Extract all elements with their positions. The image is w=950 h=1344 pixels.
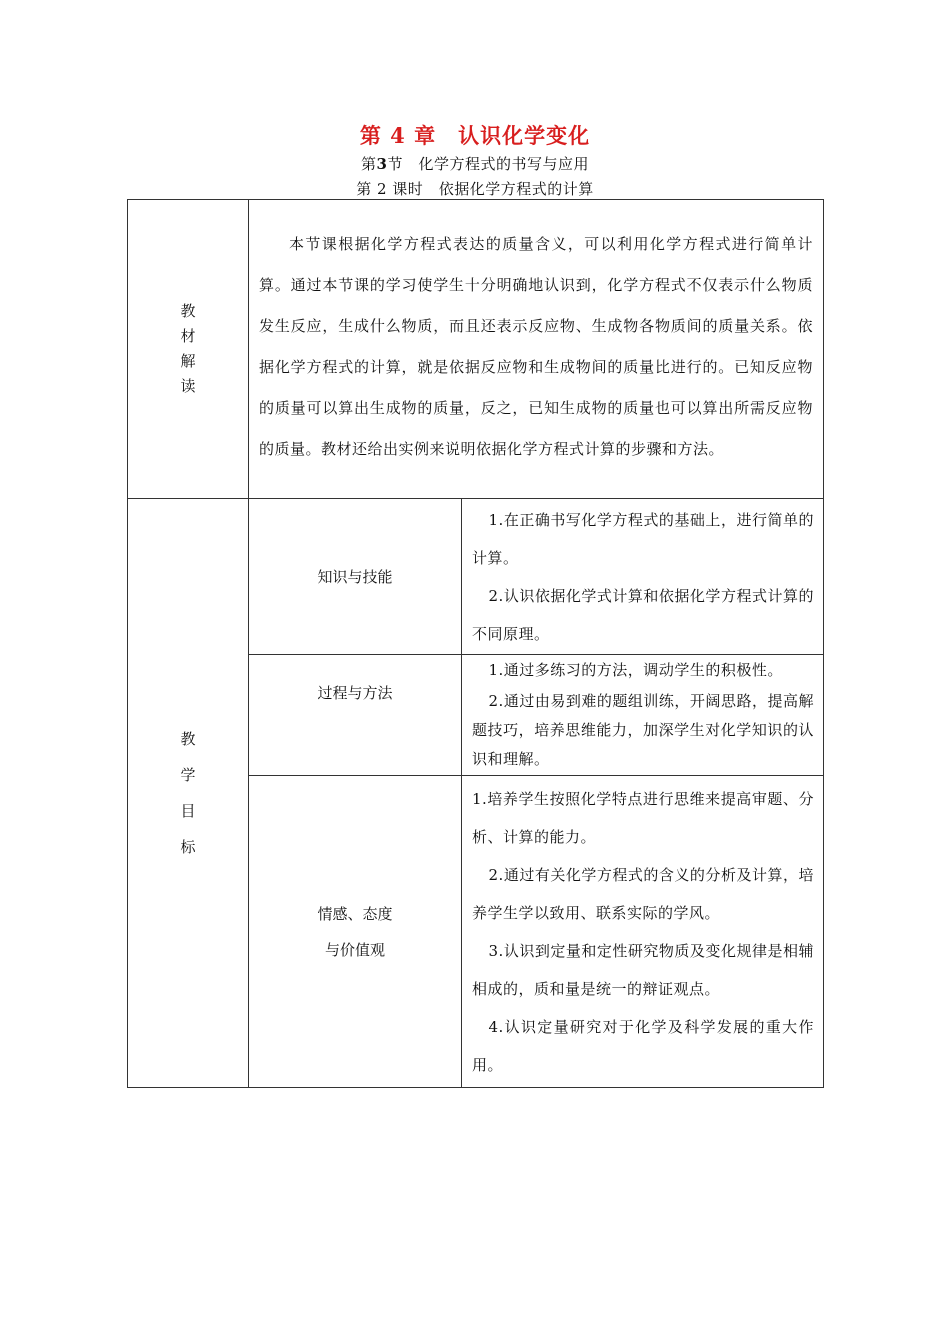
knowledge-name: 知识与技能 [249, 499, 462, 655]
objectives-label-char: 学 [180, 766, 196, 784]
process-name: 过程与方法 [249, 655, 462, 776]
section-rest: 节 化学方程式的书写与应用 [387, 155, 589, 173]
list-item: 1.培养学生按照化学特点进行思维来提高审题、分析、计算的能力。 [472, 789, 814, 846]
chapter-title: 第 4 章 认识化学变化 [359, 123, 591, 148]
knowledge-items [462, 499, 824, 655]
lesson-plan-table [127, 199, 824, 1088]
list-item: 2.认识依据化学式计算和依据化学方程式计算的不同原理。 [472, 586, 814, 643]
objective-row-knowledge [128, 499, 824, 655]
intro-label-char: 解 [180, 352, 196, 370]
section-number: 3 [376, 155, 388, 173]
emotion-name-line: 情感、态度 [317, 904, 393, 923]
intro-label-char: 教 [180, 302, 196, 320]
emotion-name [249, 776, 462, 1088]
objectives-label-char: 目 [180, 802, 196, 820]
list-item: 4.认识定量研究对于化学及科学发展的重大作用。 [472, 1017, 814, 1074]
objectives-label-char: 教 [180, 730, 196, 748]
list-item: 2.通过有关化学方程式的含义的分析及计算，培养学生学以致用、联系实际的学风。 [472, 865, 814, 922]
list-item: 2.通过由易到难的题组训练，开阔思路，提高解题技巧，培养思维能力，加深学生对化学知识的认识和理解。 [472, 692, 814, 768]
lesson-title: 第 2 课时 依据化学方程式的计算 [356, 180, 594, 198]
section-title [0, 153, 950, 174]
emotion-items [462, 776, 824, 1088]
intro-label-char: 读 [180, 377, 196, 395]
list-item: 1.在正确书写化学方程式的基础上，进行简单的计算。 [472, 510, 814, 567]
list-item: 1.通过多练习的方法，调动学生的积极性。 [488, 661, 783, 679]
list-item: 3.认识到定量和定性研究物质及变化规律是相辅相成的，质和量是统一的辩证观点。 [472, 941, 814, 998]
section-prefix: 第 [361, 155, 377, 173]
objectives-label-char: 标 [180, 838, 196, 856]
intro-label-char: 材 [180, 327, 196, 345]
objectives-label-cell [128, 499, 249, 1088]
intro-label-cell [128, 200, 249, 499]
intro-row [128, 200, 824, 499]
intro-text-cell [249, 200, 824, 499]
process-items [462, 655, 824, 776]
emotion-name-line: 与价值观 [324, 940, 385, 959]
intro-text: 本节课根据化学方程式表达的质量含义，可以利用化学方程式进行简单计算。通过本节课的学习使学生十分明确地认识到，化学方程式不仅表示什么物质发生反应，生成什么物质，而且还表示反应物、生成物各物质间的质量关系。依据化学方程式的计算，就是依据反应物和生成物间的质量比进行的。已知反应物的质量可以算出生成物的质量，反之，已知生成物的质量也可以算出所需反应物的质量。教材还给出实例来说明依据化学方程式计算的步骤和方法。 [259, 235, 813, 458]
